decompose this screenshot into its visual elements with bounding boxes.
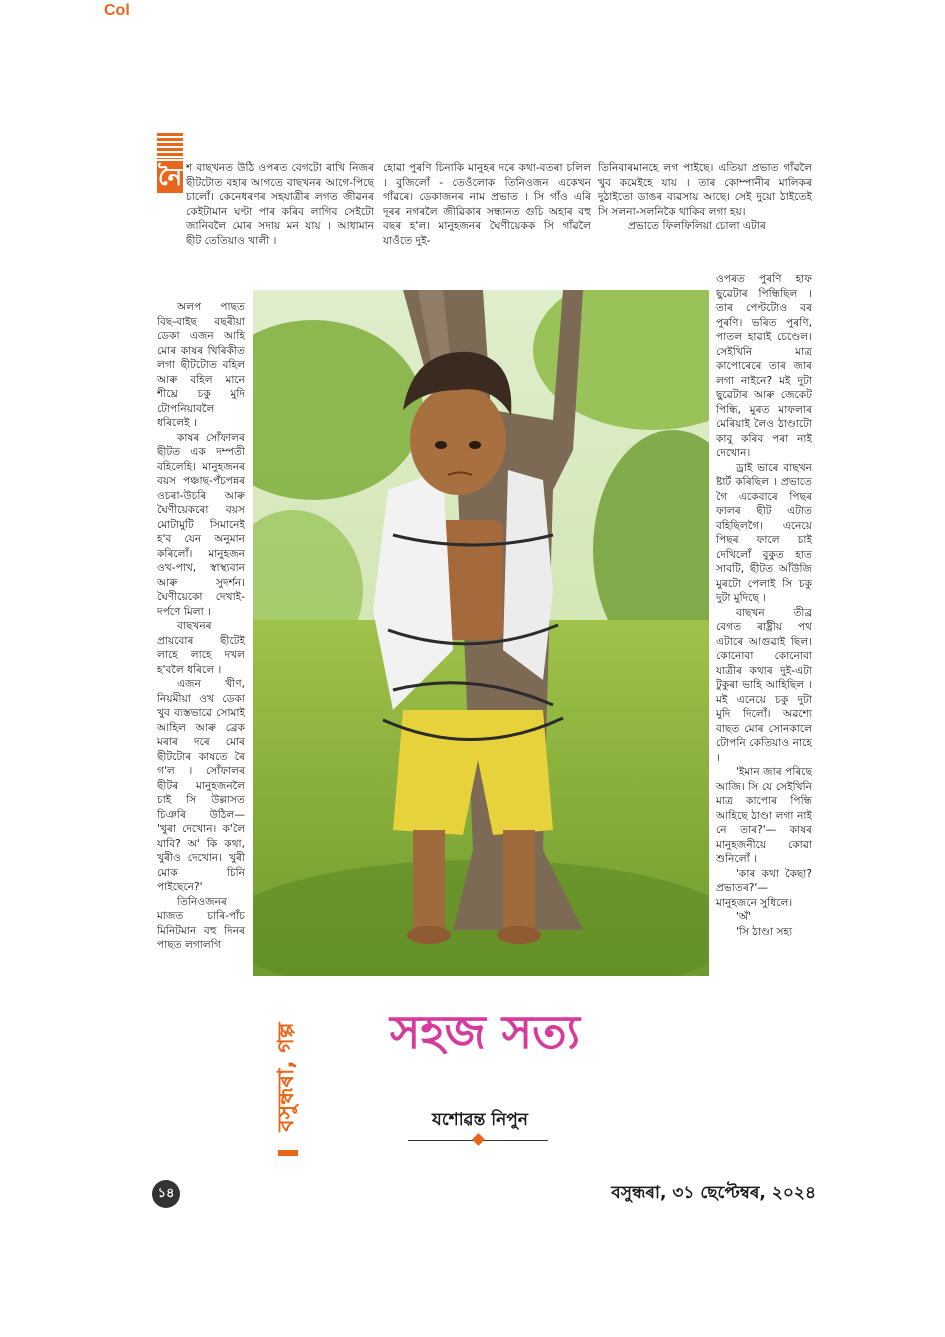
- paragraph: হোৱা পুৰণি চিনাকি মানুহৰ দৰে কথা-বতৰা চলিল । বুজিলোঁ - তেওঁলোক তিনিওজন একেখন গাঁৱৰে। ডেকাজনৰ নাম প্ৰভাত । সি গাঁও এৰি দূৰৰ নগৰলৈ জীৱিকাৰ সন্ধানত গুচি অহাৰ বহু বছৰ হ'ল। মানুহজনৰ ঘৈণীয়েকক সি গাঁৱলৈ যাওঁতে দুই-: [383, 162, 591, 247]
- page-number: ১৪: [152, 1180, 180, 1208]
- column3: [716, 272, 812, 1172]
- paragraph: 'ইমান জাৰ পৰিছে আজি। সি যে সেইখিনি মাত্ৰ কাপোৰ পিন্ধি আহিছে ঠাণ্ডা লগা নাই নে তাৰ?'— কাষৰ মানুহজনীয়ে কোৱা শুনিলোঁ ।: [716, 766, 812, 865]
- paragraph: অলপ পাছত বিছ-বাইছ বছৰীয়া ডেকা এজন আহি মোৰ কাষৰ খিৰিকীত লগা ছীটটোত বহিল আৰু বহিল মানে শীঘ্ৰে চকু মুদি টোপনিয়াবলৈ ধৰিলেই ।: [157, 301, 245, 429]
- column1: [157, 300, 245, 1180]
- paragraph: তিনিওজনৰ মাজত চাৰি-পাঁচ মিনিটমান বহু দিনৰ পাছত লগালগি: [157, 895, 245, 951]
- column2: [383, 161, 591, 286]
- paragraph: কাষৰ সোঁফালৰ ছীটত এক দম্পতী বহিলেহি। মানুহজনৰ বয়স পঞ্চাছ-পঁচপন্নৰ ওচৰা-উচৰি আৰু ঘৈণীয়েকৰো বয়স মোটামুটি সিমানেই হ'ব যেন অনুমান কৰিলোঁ। মানুহজন ওখ-পাখ, স্বাস্থ্যবান আৰু সুদৰ্শন। ঘৈণীয়েকো দেখাই-দৰ্পণে মিলা ।: [157, 431, 245, 618]
- paragraph: বাছখন তীব্ৰ বেগত ৰাষ্ট্ৰীয় পথ এটাৰে আগুৱাই ছিল। কোনোবা কোনোবা যাত্ৰীৰ কথাৰ দুই-এটা টুকুৰা ভাহি আহিছিল । মই এনেয়ে চকু দুটা মুদি দিলোঁ। অৱশ্যে বাছত মোৰ সোনকালে টোপনি কেতিয়াও নাহে ।: [716, 606, 812, 764]
- section-label: [264, 990, 304, 1172]
- diamond-icon: [472, 1133, 485, 1146]
- column3-intro: [598, 161, 812, 269]
- corner-label: Col: [104, 2, 130, 19]
- story-title: সহজ সত্য: [390, 1005, 580, 1059]
- boy-tied-to-tree-painting: [253, 290, 709, 976]
- paragraph: 'কাৰ কথা কৈছা? প্ৰভাতৰ?'— মানুহজনে সুধিলে।: [716, 867, 812, 909]
- paragraph: 'অঁ': [736, 911, 751, 923]
- story-illustration: [253, 290, 709, 976]
- story-author: যশোৱন্ত নিপুন: [432, 1110, 528, 1130]
- dropcap-ornament: [157, 133, 183, 159]
- page-footer: বসুন্ধৰা, ৩১ ছেপ্টেম্বৰ, ২০২৪: [611, 1183, 816, 1203]
- section-label-text: বসুন্ধৰা, গল্প: [274, 1022, 299, 1132]
- section-label-bar: [278, 1150, 298, 1156]
- paragraph: বাছখনৰ প্ৰায়বোৰ ছীটেই লাহে লাহে দখল হ'বলৈ ধৰিলে ।: [157, 620, 245, 676]
- dropcap-letter: নৈ: [157, 163, 183, 191]
- paragraph: ওপৰত পুৰণি হাফ ছুৱেটাৰ পিন্ধিছিল । তাৰ পেণ্টটোও বৰ পুৰণি। ভৰিত পুৰণি, পাতল হাৱাই চেণ্ডেল। সেইখিনি মাত্ৰ কাপোৰেৰে তাৰ জাৰ লগা নাইনে? মই দুটা ছুৱেটাৰ আৰু জেকেট পিন্ধি, মুৰত মাফলাৰ মেৰিয়াই লৈও ঠাণ্ডাটো কাবু কৰিব পৰা নাই দেখোন।: [716, 273, 812, 459]
- paragraph: 'সি ঠাণ্ডা সহ্য: [736, 925, 793, 938]
- paragraph: তিনিবাৰমানহে লগ পাইছে। এতিয়া প্ৰভাত গাঁৱলৈ খুব কমেইহে যায় । তাৰ কোম্পানীৰ মালিকৰ দুঠাইতো ডাঙৰ ব্যৱসায় আছে। সেই দুয়ো ঠাইতেই সি সলনা-সলনিকৈ থাকিব লগা হয়।: [598, 162, 812, 218]
- paragraph: প্ৰভাতে ফিলফিলিয়া চোলা এটাৰ: [628, 220, 766, 232]
- paragraph: ড্ৰাই ভাৰে বাছখন ষ্টাৰ্ট কৰিছিল । প্ৰভাতে গৈ একেবাৰে পিছৰ ফালৰ ছীট এটাত বহিছিলগৈ। এনেয়ে পিছৰ ফালে চাই দেখিলোঁ বুকুত হাত সাবটি, ছীটত আঁউজি মুৰটো পেলাই সি চকু দুটা মুদিছে ।: [716, 461, 812, 604]
- paragraph: এজন খীণ, নিয়মীয়া ওখ ডেকা খুব ব্যস্তভাৱে সোমাই আহিল আৰু ব্ৰেক মৰাৰ দৰে মোৰ ছীটটোৰ কাষতে ৰৈ গ'ল । সোঁফালৰ ছীটৰ মানুহজনলৈ চাই সি উল্লাসত চিঞৰি উঠিল— 'খুৰা দেখোন। ক'লৈ যাবি? অ' কি কথা, খুৰীও দেখোন। খুৰী মোক চিনি পাইছেনে?': [157, 678, 245, 893]
- dropcap: [157, 133, 183, 191]
- paragraph: শ বাছখনত উঠি ওপৰত বেগটো ৰাখি নিজৰ ছীটটোত বহাৰ আগতে বাছখনৰ আগে-পিছে চালোঁ। কেনেধৰণৰ সহযাত্ৰীৰ লগত জীৱনৰ কেইটামান ঘণ্টা পাৰ কৰিব লাগিব সেইটো জানিবলৈ মোৰ সদায় মন যায় । আধামান ছীট তেতিয়াও খালী ।: [186, 162, 374, 247]
- column1-intro: [186, 161, 374, 289]
